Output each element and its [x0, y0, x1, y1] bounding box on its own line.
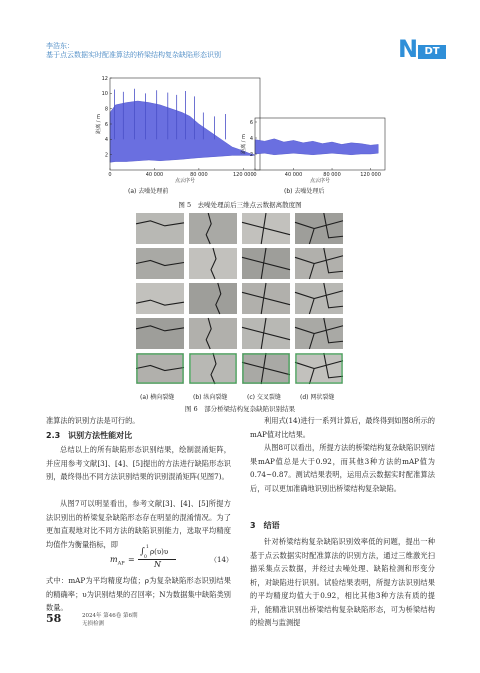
eq-number: （14） [210, 556, 233, 564]
section-3-heading: 3 结语 [250, 521, 280, 530]
journal-logo [398, 36, 448, 62]
running-header [46, 42, 221, 60]
right-para-3: 针对桥梁结构复杂缺陷识别效率低的问题，提出一种基于点云数据实时配准算法的识别方法，通过三维激光扫描采集点云数据，并经过去噪处理、缺陷检测和形变分析，对缺陷进行识别。试验结果表明，所提方法识别结果的平均精度均值大于0.92，相比其他3种方法有质的提升，能精准识别出桥梁结构复杂缺陷形态，可为桥梁结构的检测与监测提 [250, 537, 435, 627]
left-para-2: 从图7可以明显看出，参考文献[3]、[4]、[5]所提方法识别出的桥梁复杂缺陷形态存在明显的混淆情况。为了更加直观地对比不同方法的缺陷识别能力，选取平均精度均值作为衡量指标，即 [46, 499, 231, 549]
left-para-0: 准算法的识别方法是可行的。 [46, 416, 140, 425]
eq-integral: ∫ [140, 547, 145, 557]
chart-after-denoise [232, 112, 395, 187]
x-axis-label: 点云序号 [309, 178, 331, 184]
figure5-caption: 图 5 去噪处理前后三维点云数据离散度图 [178, 201, 302, 209]
left-para-3: 式中：mAP为平均精度均值；ρ为复杂缺陷形态识别结果的精确率；υ为识别结果的召回率；N为数据集中缺陷类别数量。 [46, 576, 231, 612]
y-tick-label-3: 8 [104, 106, 108, 113]
y-tick-label-1: 4 [104, 137, 108, 144]
photo-tile-3-0 [295, 213, 343, 244]
data-area [255, 139, 378, 155]
y-tick-label-2: 6 [249, 119, 253, 126]
logo-dt: DT [418, 45, 446, 59]
photo-tile-0-0 [136, 213, 184, 244]
photo-tile-3-4 [295, 353, 343, 384]
y-tick-label-4: 10 [101, 91, 108, 98]
y-tick-label-5: 12 [101, 75, 108, 82]
photo-tile-0-3 [136, 318, 184, 349]
equation-14 [110, 547, 235, 573]
page-number: 58 [46, 612, 62, 625]
eq-numerator: ρ(υ)υ [150, 548, 169, 556]
left-para-1: 总结以上的所有缺陷形态识别结果，绘制混淆矩阵，并应用参考文献[3]、[4]、[5]提出的方法进行缺陷形态识别，最终得出不同方法识别结果的识别混淆矩阵(见图7)。 [46, 445, 231, 481]
logo-n: N [398, 35, 419, 63]
x-tick-label-2: 80 000 [323, 172, 341, 178]
y-tick-label-0: 2 [104, 152, 108, 159]
chart-a-sublabel: (a) 去噪处理前 [128, 188, 169, 195]
eq-denominator: N [154, 560, 161, 569]
chart-b-sublabel: (b) 去噪处理后 [284, 188, 325, 195]
footer-info [82, 612, 138, 628]
photo-tile-3-3 [295, 318, 343, 349]
eq-lhs: $m_{AP}$ [110, 555, 125, 567]
photo-tile-3-1 [295, 248, 343, 279]
eq-limit-bottom: 0 [144, 555, 147, 560]
x-tick-label-0: 0 [108, 172, 112, 178]
fig6-sublabel-d: (d) 网状裂缝 [300, 394, 335, 401]
x-tick-label-3: 120 000 [232, 172, 254, 178]
fig6-sublabel-b: (b) 纵向裂缝 [193, 394, 228, 401]
footer-issue: 2024年 第46卷 第6期 [82, 613, 138, 619]
photo-tile-1-3 [189, 318, 237, 349]
right-para-1: 利用式(14)进行一系列计算后，最终得到如图8所示的mAP值对比结果。 [250, 416, 435, 439]
eq-equals: = [128, 555, 135, 564]
x-tick-label-1: 40 000 [145, 172, 164, 178]
photo-tile-1-0 [189, 213, 237, 244]
y-tick-label-1: 4 [249, 135, 253, 142]
x-tick-label-2: 80 000 [190, 172, 208, 178]
x-axis-label: 点云序号 [174, 178, 196, 184]
data-area [110, 101, 254, 162]
y-axis-label: 距离 / m [241, 134, 247, 154]
header-title: 基于点云数据实时配准算法的桥梁结构复杂缺陷形态识别 [46, 51, 221, 59]
crack-photo-grid [136, 213, 346, 393]
photo-tile-0-2 [136, 283, 184, 314]
footer-journal: 无损检测 [82, 621, 105, 627]
x-tick-label-3: 120 000 [360, 172, 381, 178]
header-authors: 李浩东： [46, 42, 74, 50]
right-para-2: 从图8可以看出，所提方法的桥梁结构复杂缺陷识别结果mAP值总是大于0.92，而其他3种方法的mAP值为0.74~0.87。测试结果表明，运用点云数据实时配准算法后，可以更加准确地识别出桥梁结构复杂缺陷。 [250, 443, 435, 493]
photo-tile-3-2 [295, 283, 343, 314]
y-tick-label-0: 2 [249, 151, 253, 158]
x-tick-label-0: 0 [253, 172, 257, 178]
y-tick-label-2: 6 [104, 121, 108, 128]
figure6-caption: 图 6 部分桥梁结构复杂缺陷识别结果 [184, 405, 296, 413]
fig6-sublabel-c: (c) 交叉裂缝 [247, 394, 281, 401]
fig6-sublabel-a: (a) 横向裂缝 [140, 394, 175, 401]
photo-tile-1-2 [189, 283, 237, 314]
x-tick-label-1: 40 000 [284, 172, 303, 178]
eq-limit-top: 1 [146, 545, 149, 550]
section-2-3-heading: 2.3 识别方法性能对比 [46, 431, 133, 440]
y-axis-label: 距离 / m [96, 114, 102, 134]
